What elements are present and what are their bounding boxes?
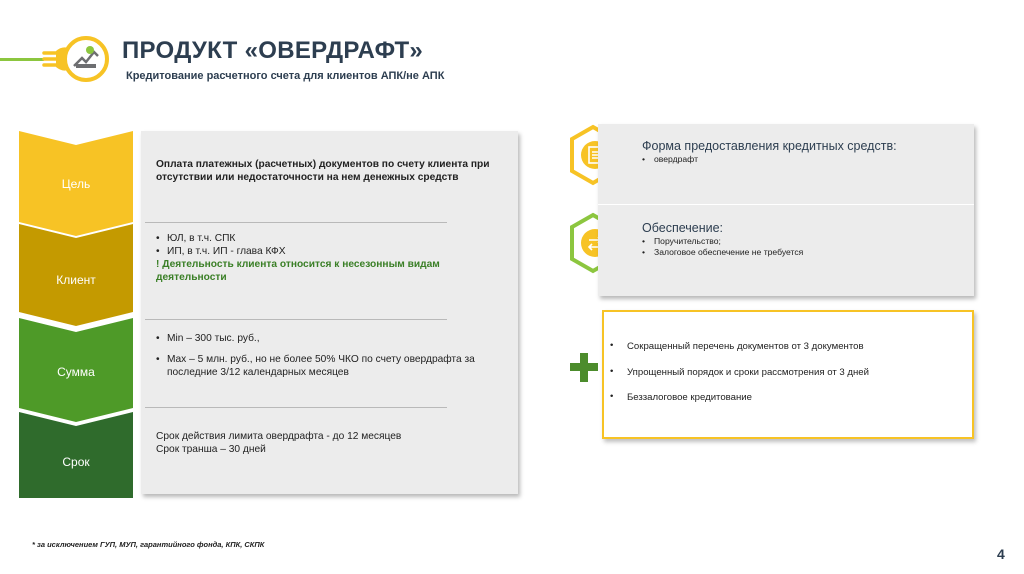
collateral-item: • Поручительство;: [642, 236, 803, 247]
step-goal-label: Цель: [61, 176, 91, 191]
collateral-item: • Залоговое обеспечение не требуется: [642, 247, 803, 258]
amount-item: • Min – 300 тыс. руб.,: [156, 332, 506, 345]
client-block: [156, 232, 506, 284]
step-client: [19, 229, 133, 331]
advantage-item: • Сокращенный перечень документов от 3 документов: [610, 341, 869, 367]
collateral-list: [642, 236, 803, 258]
step-amount-label: Сумма: [57, 365, 95, 379]
step-term: [19, 418, 133, 506]
collateral-heading: Обеспечение:: [642, 221, 724, 235]
advantage-item: • Упрощенный порядок и сроки рассмотрения от 3 дней: [610, 367, 869, 393]
details-panel: [141, 131, 518, 494]
amount-item: • Max – 5 млн. руб., но не более 50% ЧКО по счету овердрафта за последние 3/12 календарных месяцев: [156, 353, 506, 379]
term-line-limit: Срок действия лимита овердрафта - до 12 месяцев: [156, 431, 402, 442]
credit-form-list: [642, 154, 698, 165]
step-client-label: Клиент: [56, 273, 96, 287]
credit-form-item: • овердрафт: [642, 154, 698, 165]
client-item: • ИП, в т.ч. ИП - глава КФХ: [156, 245, 506, 258]
lightbulb-icon: [36, 34, 112, 84]
footnote: * за исключением ГУП, МУП, гарантийного фонда, КПК, СКПК: [32, 540, 265, 549]
divider: [145, 319, 447, 320]
step-term-label: Срок: [62, 455, 90, 469]
advantages-box: [602, 310, 974, 439]
credit-form-heading: Форма предоставления кредитных средств:: [642, 139, 897, 153]
step-goal: [19, 131, 133, 236]
divider: [145, 222, 447, 223]
goal-text: Оплата платежных (расчетных) документов по счету клиента при отсутствии или недостаточности на нем денежных средств: [156, 159, 490, 183]
plus-icon-bar: [570, 363, 598, 371]
divider: [598, 204, 974, 205]
term-block: [156, 430, 506, 456]
terms-panel: [598, 124, 974, 296]
advantages-list: [610, 341, 869, 418]
page-number: 4: [997, 546, 1005, 562]
amount-block: [156, 332, 506, 379]
divider: [145, 407, 447, 408]
page-title: ПРОДУКТ «ОВЕРДРАФТ»: [122, 37, 424, 64]
client-note: ! Деятельность клиента относится к несезонным видам деятельности: [156, 259, 440, 283]
step-amount: [19, 322, 133, 422]
client-item: • ЮЛ, в т.ч. СПК: [156, 232, 506, 245]
advantage-item: • Беззалоговое кредитование: [610, 392, 869, 418]
term-line-tranche: Срок транша – 30 дней: [156, 444, 266, 455]
page-subtitle: Кредитование расчетного счета для клиентов АПК/не АПК: [126, 70, 445, 82]
